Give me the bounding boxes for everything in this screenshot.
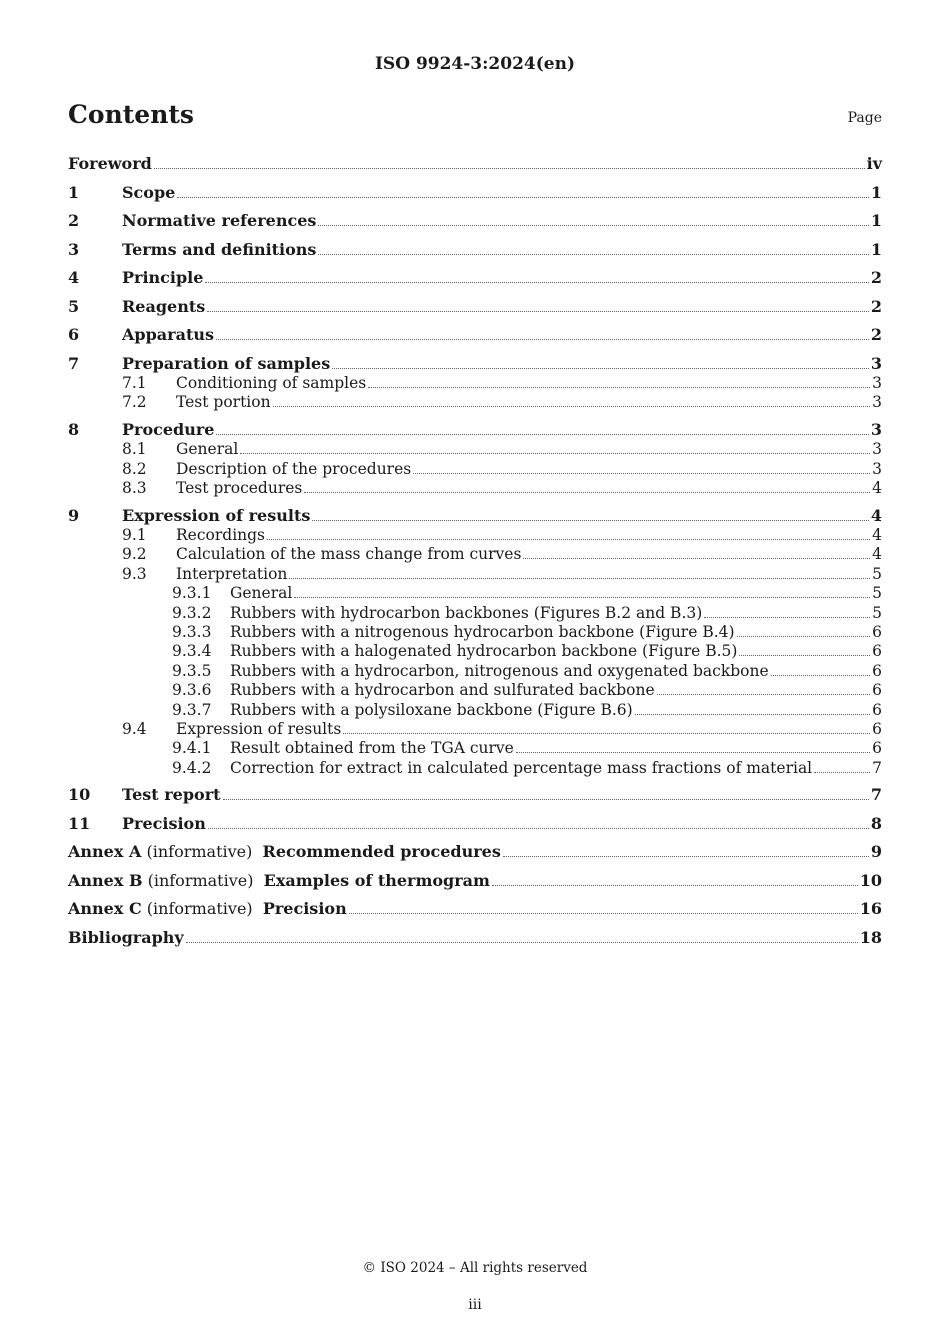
toc-entry-number: 9.4.1 bbox=[172, 739, 212, 758]
toc-entry-body bbox=[68, 871, 882, 891]
annex-qualifier: (informative) bbox=[147, 870, 254, 890]
toc-entry-number: 9 bbox=[68, 505, 80, 525]
document-header: ISO 9924-3:2024(en) bbox=[374, 54, 575, 74]
toc-entry-number: 9.2 bbox=[122, 545, 147, 564]
toc-entry[interactable] bbox=[68, 899, 882, 919]
dot-leader bbox=[737, 623, 871, 637]
toc-entry-number: 9.3.1 bbox=[172, 584, 212, 603]
toc-entry-number: 4 bbox=[68, 268, 80, 287]
toc-entry-page: 6 bbox=[872, 642, 882, 661]
toc-entry-title-text: Test report bbox=[122, 785, 221, 805]
toc-entry-title bbox=[230, 622, 735, 642]
toc-entry-title-text: Precision bbox=[122, 813, 206, 833]
toc-entry[interactable] bbox=[68, 439, 882, 459]
toc-entry-page: 2 bbox=[870, 325, 882, 344]
toc-entry-number: 9.3 bbox=[122, 564, 147, 583]
toc-entry-title-text: Apparatus bbox=[122, 325, 214, 344]
toc-entry-page: 3 bbox=[872, 459, 882, 478]
toc-entry-page: 3 bbox=[872, 393, 882, 412]
toc-entry[interactable] bbox=[68, 373, 882, 393]
toc-entry-title-text: Preparation of samples bbox=[122, 353, 331, 373]
toc-entry-body bbox=[122, 211, 882, 231]
toc-entry-body bbox=[230, 661, 882, 681]
toc-entry[interactable] bbox=[68, 525, 882, 545]
toc-entry-number: 7.1 bbox=[122, 373, 147, 392]
annex-label: Annex A bbox=[68, 842, 142, 862]
dot-leader bbox=[318, 241, 868, 255]
toc-entry-page: 2 bbox=[870, 268, 882, 287]
dot-leader bbox=[503, 843, 869, 857]
toc-entry-title-text: Calculation of the mass change from curves bbox=[176, 545, 522, 564]
toc-entry-body bbox=[122, 268, 882, 288]
toc-entry-title-text: Test procedures bbox=[176, 479, 303, 497]
toc-entry-number: 2 bbox=[68, 211, 80, 230]
toc-entry-body bbox=[230, 622, 882, 642]
dot-leader bbox=[223, 786, 869, 800]
toc-entry[interactable] bbox=[68, 354, 882, 374]
toc-entry-title-text: Normative references bbox=[122, 211, 317, 230]
toc-entry-body bbox=[230, 680, 882, 700]
toc-entry-title bbox=[230, 700, 633, 720]
toc-entry[interactable] bbox=[68, 758, 882, 778]
toc-entry-page: 5 bbox=[872, 584, 882, 603]
toc-entry-title-text: Rubbers with a nitrogenous hydrocarbon backbone (Figure B.4) bbox=[230, 622, 735, 641]
dot-leader bbox=[216, 421, 868, 435]
toc-entry-body bbox=[122, 506, 882, 526]
toc-entry-body bbox=[122, 354, 882, 374]
toc-entry-title-text: Recordings bbox=[176, 525, 266, 544]
dot-leader bbox=[154, 155, 865, 169]
toc-entry-body bbox=[230, 700, 882, 720]
toc-entry-number: 9.3.2 bbox=[172, 603, 212, 622]
toc-entry[interactable] bbox=[68, 325, 882, 345]
toc-entry-number: 8 bbox=[68, 419, 80, 439]
toc-entry-title-text: Test portion bbox=[176, 393, 271, 412]
dot-leader bbox=[177, 184, 869, 198]
page-title: Contents bbox=[68, 100, 195, 129]
toc-entry-page: 18 bbox=[859, 927, 882, 947]
toc-entry-title bbox=[122, 785, 221, 805]
toc-entry-title-text: Reagents bbox=[122, 296, 206, 316]
toc-entry[interactable] bbox=[68, 842, 882, 862]
toc-entry-page: 6 bbox=[872, 700, 882, 719]
toc-entry-body bbox=[176, 392, 882, 412]
toc-entry-title bbox=[176, 544, 521, 564]
dot-leader bbox=[312, 507, 869, 521]
annex-label: Annex C bbox=[68, 899, 142, 919]
copyright-footer: © ISO 2024 – All rights reserved bbox=[362, 1260, 588, 1276]
toc-entry[interactable] bbox=[68, 622, 882, 642]
toc-entry-title bbox=[230, 758, 812, 778]
toc-entry-title-text: General bbox=[176, 440, 239, 459]
toc-entry-title-text: Terms and definitions bbox=[122, 239, 317, 259]
toc-entry-number: 9.1 bbox=[122, 525, 147, 544]
toc-entry[interactable] bbox=[68, 154, 882, 174]
annex-qualifier: (informative) bbox=[146, 899, 253, 919]
toc-entry-title-text: Rubbers with a hydrocarbon, nitrogenous and oxygenated backbone bbox=[230, 661, 769, 680]
dot-leader bbox=[814, 759, 870, 773]
toc-entry-number: 8.3 bbox=[122, 479, 147, 497]
toc-entry[interactable] bbox=[68, 871, 882, 891]
toc-entry-body bbox=[176, 564, 882, 584]
toc-entry-title-text: Rubbers with a hydrocarbon and sulfurated backbone bbox=[230, 681, 655, 700]
annex-qualifier: (informative) bbox=[146, 842, 253, 862]
toc-entry-title bbox=[122, 268, 203, 288]
toc-entry-number: 9.4 bbox=[122, 719, 147, 738]
toc-entry-title-text: Procedure bbox=[122, 419, 215, 439]
toc-entry-body bbox=[122, 297, 882, 317]
toc-entry-page: 9 bbox=[870, 842, 882, 862]
dot-leader bbox=[739, 642, 870, 656]
dot-leader bbox=[267, 526, 870, 540]
toc-entry-body bbox=[68, 154, 882, 174]
toc-entry-page: 6 bbox=[872, 661, 882, 680]
toc-entry[interactable] bbox=[68, 297, 882, 317]
toc-entry-title-text: Correction for extract in calculated percentage mass fractions of material bbox=[230, 758, 813, 777]
toc-entry[interactable] bbox=[68, 785, 882, 805]
toc-entry-number: 8.2 bbox=[122, 459, 147, 478]
toc-entry-title-text: Result obtained from the TGA curve bbox=[230, 739, 514, 758]
toc-entry[interactable] bbox=[68, 420, 882, 440]
toc-entry-body bbox=[176, 478, 882, 498]
toc-entry-title-text: General bbox=[230, 584, 293, 603]
toc-entry-page: 8 bbox=[870, 813, 882, 833]
toc-entry-page: 6 bbox=[872, 681, 882, 700]
toc-entry-body bbox=[230, 641, 882, 661]
toc-entry-body bbox=[68, 842, 882, 862]
toc-entry-page: 16 bbox=[859, 899, 882, 919]
toc-entry[interactable] bbox=[68, 183, 882, 203]
toc-entry-title-text: Principle bbox=[122, 268, 204, 287]
toc-entry-title bbox=[176, 373, 366, 393]
dot-leader bbox=[332, 355, 869, 369]
toc-entry-page: 5 bbox=[872, 603, 882, 622]
toc-entry[interactable] bbox=[68, 719, 882, 739]
dot-leader bbox=[208, 815, 869, 829]
toc-entry-body bbox=[230, 583, 882, 603]
toc-entry-body bbox=[122, 420, 882, 440]
toc-entry-title bbox=[176, 478, 302, 498]
toc-entry[interactable] bbox=[68, 583, 882, 603]
toc-entry-number: 11 bbox=[68, 813, 91, 833]
toc-entry-page: 1 bbox=[870, 182, 882, 202]
toc-entry-title-text: Scope bbox=[122, 182, 176, 202]
toc-entry-page: 3 bbox=[872, 440, 882, 459]
dot-leader bbox=[205, 269, 868, 283]
toc-entry-title bbox=[230, 583, 292, 603]
toc-entry-title-text: Rubbers with a polysiloxane backbone (Figure B.6) bbox=[230, 700, 633, 719]
toc-entry-body bbox=[176, 373, 882, 393]
toc-entry-page: 3 bbox=[870, 353, 882, 373]
toc-entry-page: 1 bbox=[870, 239, 882, 259]
toc-entry-number: 3 bbox=[68, 239, 80, 259]
toc-entry-body bbox=[230, 738, 882, 758]
toc-entry-title-text: Rubbers with hydrocarbon backbones (Figures B.2 and B.3) bbox=[230, 603, 703, 622]
toc-entry[interactable] bbox=[68, 641, 882, 661]
toc-entry-title bbox=[68, 928, 184, 948]
toc-entry-page: 7 bbox=[870, 785, 882, 805]
toc-entry-page: 2 bbox=[870, 296, 882, 316]
toc-entry-page: 4 bbox=[872, 545, 882, 564]
toc-entry-page: 3 bbox=[872, 373, 882, 392]
toc-entry-number: 5 bbox=[68, 296, 80, 316]
dot-leader bbox=[304, 479, 870, 493]
toc-entry-number: 9.3.4 bbox=[172, 642, 212, 661]
toc-entry-page: 5 bbox=[872, 564, 882, 583]
dot-leader bbox=[523, 545, 870, 559]
dot-leader bbox=[289, 565, 870, 579]
toc-entry-title bbox=[122, 420, 214, 440]
toc-entry[interactable] bbox=[68, 738, 882, 758]
toc-entry[interactable] bbox=[68, 700, 882, 720]
toc-entry-page: 3 bbox=[870, 419, 882, 439]
toc-entry-page: 4 bbox=[872, 479, 882, 497]
toc-entry-number: 9.3.5 bbox=[172, 661, 212, 680]
toc-entry-body bbox=[68, 928, 882, 948]
toc-entry-title bbox=[122, 183, 175, 203]
toc-entry-title bbox=[68, 899, 347, 919]
toc-entry-body bbox=[230, 758, 882, 778]
toc-entry[interactable] bbox=[68, 928, 882, 948]
dot-leader bbox=[413, 460, 870, 474]
toc-entry-number: 9.3.7 bbox=[172, 700, 212, 719]
toc-entry-title bbox=[68, 154, 152, 174]
toc-entry-title bbox=[122, 506, 310, 526]
toc-entry-body bbox=[122, 240, 882, 260]
dot-leader bbox=[657, 681, 871, 695]
toc-entry-title-text: Expression of results bbox=[122, 505, 311, 525]
dot-leader bbox=[186, 929, 858, 943]
toc-entry-title-text: Expression of results bbox=[176, 719, 342, 738]
annex-label: Annex B bbox=[68, 870, 143, 890]
toc-entry-title bbox=[68, 871, 490, 891]
toc-entry-body bbox=[122, 814, 882, 834]
toc-entry-body bbox=[176, 544, 882, 564]
toc-entry-page: iv bbox=[866, 154, 882, 173]
toc-entry-title-text: Bibliography bbox=[68, 927, 184, 947]
toc-entry-title bbox=[122, 814, 206, 834]
dot-leader bbox=[704, 604, 870, 618]
toc-entry-title bbox=[122, 211, 316, 231]
toc-entry[interactable] bbox=[68, 506, 882, 526]
toc-entry-title bbox=[122, 240, 316, 260]
toc-entry-title-text: Foreword bbox=[68, 154, 152, 173]
toc-entry[interactable] bbox=[68, 478, 882, 498]
dot-leader bbox=[771, 662, 871, 676]
toc-entry-body bbox=[176, 525, 882, 545]
dot-leader bbox=[207, 298, 869, 312]
toc-entry-page: 6 bbox=[872, 719, 882, 738]
dot-leader bbox=[635, 701, 870, 715]
toc-entry-page: 4 bbox=[872, 525, 882, 544]
dot-leader bbox=[294, 584, 870, 598]
toc-entry[interactable] bbox=[68, 564, 882, 584]
toc-entry[interactable] bbox=[68, 240, 882, 260]
toc-entry-title bbox=[122, 325, 214, 345]
dot-leader bbox=[318, 212, 868, 226]
toc-entry[interactable] bbox=[68, 268, 882, 288]
toc-entry-title bbox=[176, 525, 265, 545]
toc-entry-title bbox=[176, 564, 287, 584]
dot-leader bbox=[240, 440, 870, 454]
toc-entry-number: 9.4.2 bbox=[172, 758, 212, 777]
dot-leader bbox=[368, 374, 870, 388]
toc-entry-body bbox=[176, 439, 882, 459]
toc-entry-title-text: Rubbers with a halogenated hydrocarbon backbone (Figure B.5) bbox=[230, 642, 738, 661]
toc-entry-title bbox=[230, 680, 655, 700]
annex-title: Recommended procedures bbox=[262, 842, 501, 862]
toc-entry-number: 9.3.6 bbox=[172, 681, 212, 700]
toc-entry-page: 10 bbox=[859, 870, 882, 890]
toc-entry-number: 10 bbox=[68, 785, 91, 805]
toc-entry-number: 7.2 bbox=[122, 393, 147, 412]
page-column-label: Page bbox=[847, 110, 882, 126]
toc-entry[interactable] bbox=[68, 211, 882, 231]
toc-entry-title-text: Interpretation bbox=[176, 564, 288, 583]
toc-entry-page: 6 bbox=[872, 622, 882, 641]
toc-entry-title bbox=[176, 439, 238, 459]
dot-leader bbox=[343, 720, 870, 734]
toc-entry[interactable] bbox=[68, 814, 882, 834]
toc-entry-number: 9.3.3 bbox=[172, 622, 212, 641]
annex-title: Precision bbox=[262, 899, 347, 919]
toc-entry-title bbox=[176, 392, 271, 412]
dot-leader bbox=[216, 326, 869, 340]
toc-entry-body bbox=[176, 459, 882, 479]
toc-entry-body bbox=[68, 899, 882, 919]
toc-entry-page: 4 bbox=[870, 505, 882, 525]
toc-entry[interactable] bbox=[68, 680, 882, 700]
toc-entry-title bbox=[122, 297, 205, 317]
toc-entry-title bbox=[176, 459, 411, 479]
toc-entry-body bbox=[230, 603, 882, 623]
toc-entry[interactable] bbox=[68, 544, 882, 564]
toc-entry-title bbox=[230, 738, 514, 758]
dot-leader bbox=[349, 900, 858, 914]
toc-entry-number: 1 bbox=[68, 182, 80, 202]
toc-entry[interactable] bbox=[68, 661, 882, 681]
dot-leader bbox=[273, 393, 871, 407]
toc-entry-title-text: Description of the procedures bbox=[176, 459, 412, 478]
toc-entry-body bbox=[176, 719, 882, 739]
toc-entry-title bbox=[68, 842, 501, 862]
toc-entry-title bbox=[122, 354, 330, 374]
toc-entry[interactable] bbox=[68, 459, 882, 479]
toc-entry-body bbox=[122, 325, 882, 345]
toc-entry-number: 7 bbox=[68, 353, 80, 373]
toc-entry-title-text: Conditioning of samples bbox=[176, 373, 367, 392]
toc-entry-number: 8.1 bbox=[122, 440, 147, 459]
toc-entry[interactable] bbox=[68, 392, 882, 412]
toc-entry-page: 6 bbox=[872, 739, 882, 758]
toc-entry-title bbox=[230, 603, 702, 623]
toc-entry-title bbox=[230, 641, 737, 661]
dot-leader bbox=[492, 872, 858, 886]
toc-entry-title bbox=[176, 719, 341, 739]
toc-entry-body bbox=[122, 785, 882, 805]
toc-entry-body bbox=[122, 183, 882, 203]
toc-entry-page: 1 bbox=[870, 211, 882, 230]
dot-leader bbox=[516, 739, 870, 753]
toc-entry[interactable] bbox=[68, 603, 882, 623]
page-number: iii bbox=[468, 1297, 482, 1313]
annex-title: Examples of thermogram bbox=[263, 870, 490, 890]
toc-entry-page: 7 bbox=[872, 758, 882, 777]
toc-entry-number: 6 bbox=[68, 325, 80, 344]
toc-entry-title bbox=[230, 661, 769, 681]
